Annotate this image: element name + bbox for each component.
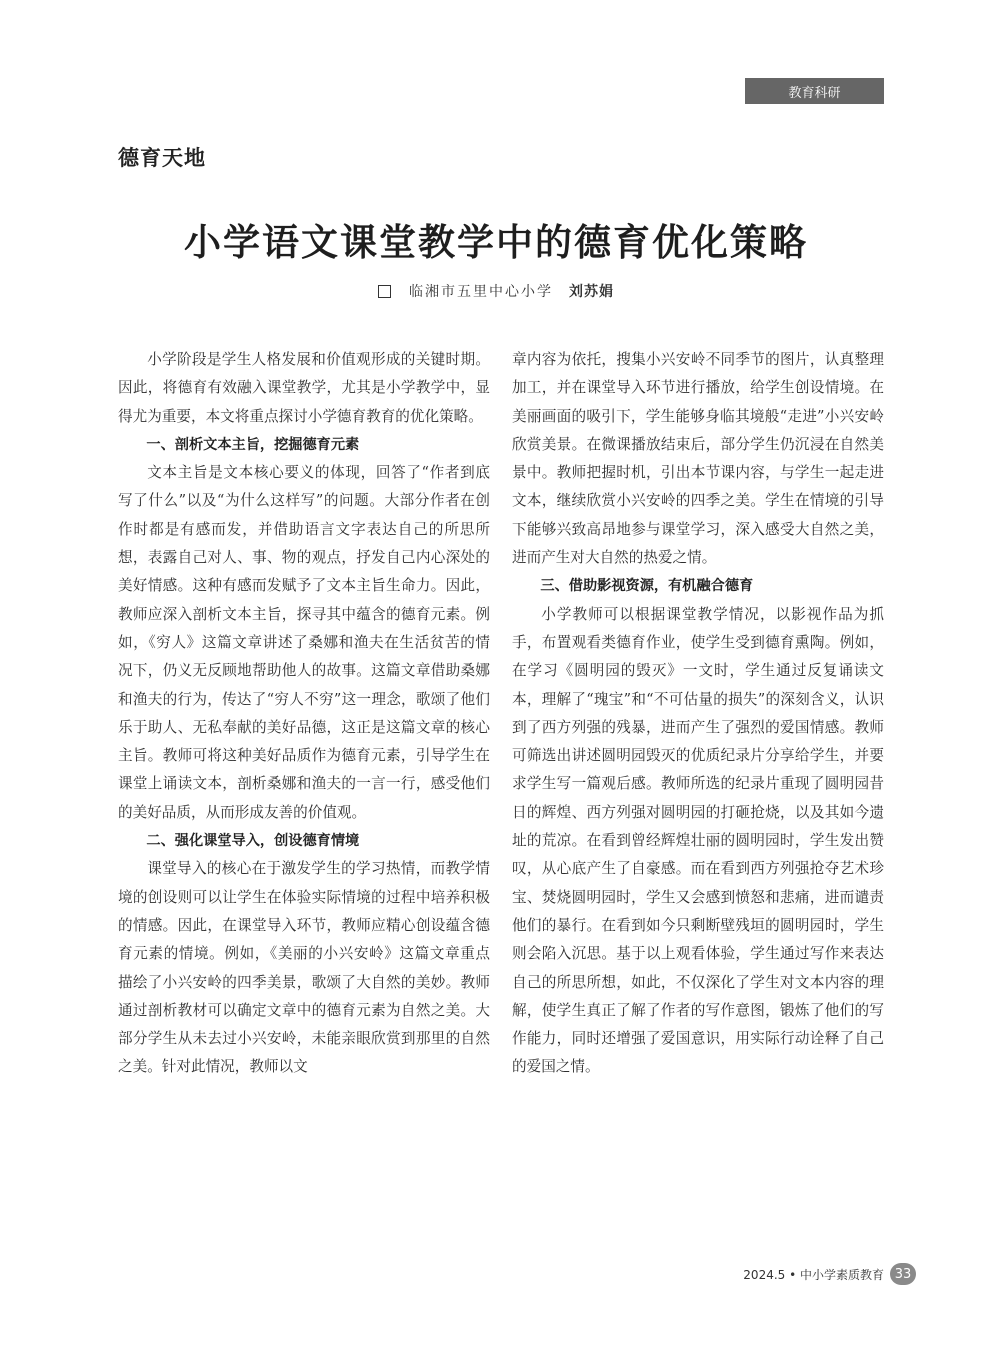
journal-issue: 2024.5 • 中小学素质教育 — [743, 1267, 884, 1282]
paragraph-2-continued: 章内容为依托，搜集小兴安岭不同季节的图片，认真整理加工，并在课堂导入环节进行播放，给学生创设情境。在美丽画面的吸引下，学生能够身临其境般“走进”小兴安岭欣赏美景。在微课播放结束后，部分学生仍沉浸在自然美景中。教师把握时机，引出本节课内容，与学生一起走进文本，继续欣赏小兴安岭的四季之美。学生在情境的引导下能够兴致高昂地参与课堂学习，深入感受大自然之美，进而产生对大自然的热爱之情。 — [512, 351, 884, 567]
byline — [0, 281, 992, 301]
author-name: 刘苏娟 — [569, 284, 614, 300]
section-heading-3: 三、借助影视资源，有机融合德育 — [540, 578, 754, 595]
right-column — [512, 346, 884, 1082]
square-icon — [378, 285, 391, 298]
author-school: 临湘市五里中心小学 — [409, 284, 553, 300]
section-heading-2: 二、强化课堂导入，创设德育情境 — [146, 833, 360, 850]
left-column — [118, 346, 490, 1082]
intro-paragraph: 小学阶段是学生人格发展和价值观形成的关键时期。因此，将德育有效融入课堂教学，尤其是小学教学中，显得尤为重要，本文将重点探讨小学德育教育的优化策略。 — [118, 351, 490, 425]
paragraph-2: 课堂导入的核心在于激发学生的学习热情，而教学情境的创设则可以让学生在体验实际情境的过程中培养积极的情感。因此，在课堂导入环节，教师应精心创设蕴含德育元素的情境。例如，《美丽的小兴安岭》这篇文章重点描绘了小兴安岭的四季美景，歌颂了大自然的美妙。教师通过剖析教材可以确定文章中的德育元素为自然之美。大部分学生从未去过小兴安岭，未能亲眼欣赏到那里的自然之美。针对此情况，教师以文 — [118, 860, 490, 1076]
paragraph-1: 文本主旨是文本核心要义的体现，回答了“作者到底写了什么”以及“为什么这样写”的问题。大部分作者在创作时都是有感而发，并借助语言文字表达自己的所思所想，表露自己对人、事、物的观点，抒发自己内心深处的美好情感。这种有感而发赋予了文本主旨生命力。因此，教师应深入剖析文本主旨，探寻其中蕴含的德育元素。例如，《穷人》这篇文章讲述了桑娜和渔夫在生活贫苦的情况下，仍义无反顾地帮助他人的故事。这篇文章借助桑娜和渔夫的行为，传达了“穷人不穷”这一理念，歌颂了他们乐于助人、无私奉献的美好品德，这正是这篇文章的核心主旨。教师可将这种美好品质作为德育元素，引导学生在课堂上诵读文本，剖析桑娜和渔夫的一言一行，感受他们的美好品质，从而形成友善的价值观。 — [118, 464, 490, 821]
paragraph-3: 小学教师可以根据课堂教学情况，以影视作品为抓手，布置观看类德育作业，使学生受到德育熏陶。例如，在学习《圆明园的毁灭》一文时，学生通过反复诵读文本，理解了“瑰宝”和“不可估量的损失”的深刻含义，认识到了西方列强的残暴，进而产生了强烈的爱国情感。教师可筛选出讲述圆明园毁灭的优质纪录片分享给学生，并要求学生写一篇观后感。教师所选的纪录片重现了圆明园昔日的辉煌、西方列强对圆明园的打砸抢烧，以及其如今遗址的荒凉。在看到曾经辉煌壮丽的圆明园时，学生发出赞叹，从心底产生了自豪感。而在看到西方列强抢夺艺术珍宝、焚烧圆明园时，学生又会感到愤怒和悲痛，进而谴责他们的暴行。在看到如今只剩断壁残垣的圆明园时，学生则会陷入沉思。基于以上观看体验，学生通过写作来表达自己的所思所想，如此，不仅深化了学生对文本内容的理解，使学生真正了解了作者的写作意图，锻炼了他们的写作能力，同时还增强了爱国意识，用实际行动诠释了自己的爱国之情。 — [512, 605, 884, 1076]
section-label: 德育天地 — [118, 146, 206, 170]
page-footer — [743, 1263, 916, 1285]
article-title: 小学语文课堂教学中的德育优化策略 — [184, 221, 808, 264]
page-number: 33 — [890, 1263, 916, 1285]
column-badge: 教育科研 — [745, 78, 884, 104]
section-heading-1: 一、剖析文本主旨，挖掘德育元素 — [146, 436, 360, 453]
